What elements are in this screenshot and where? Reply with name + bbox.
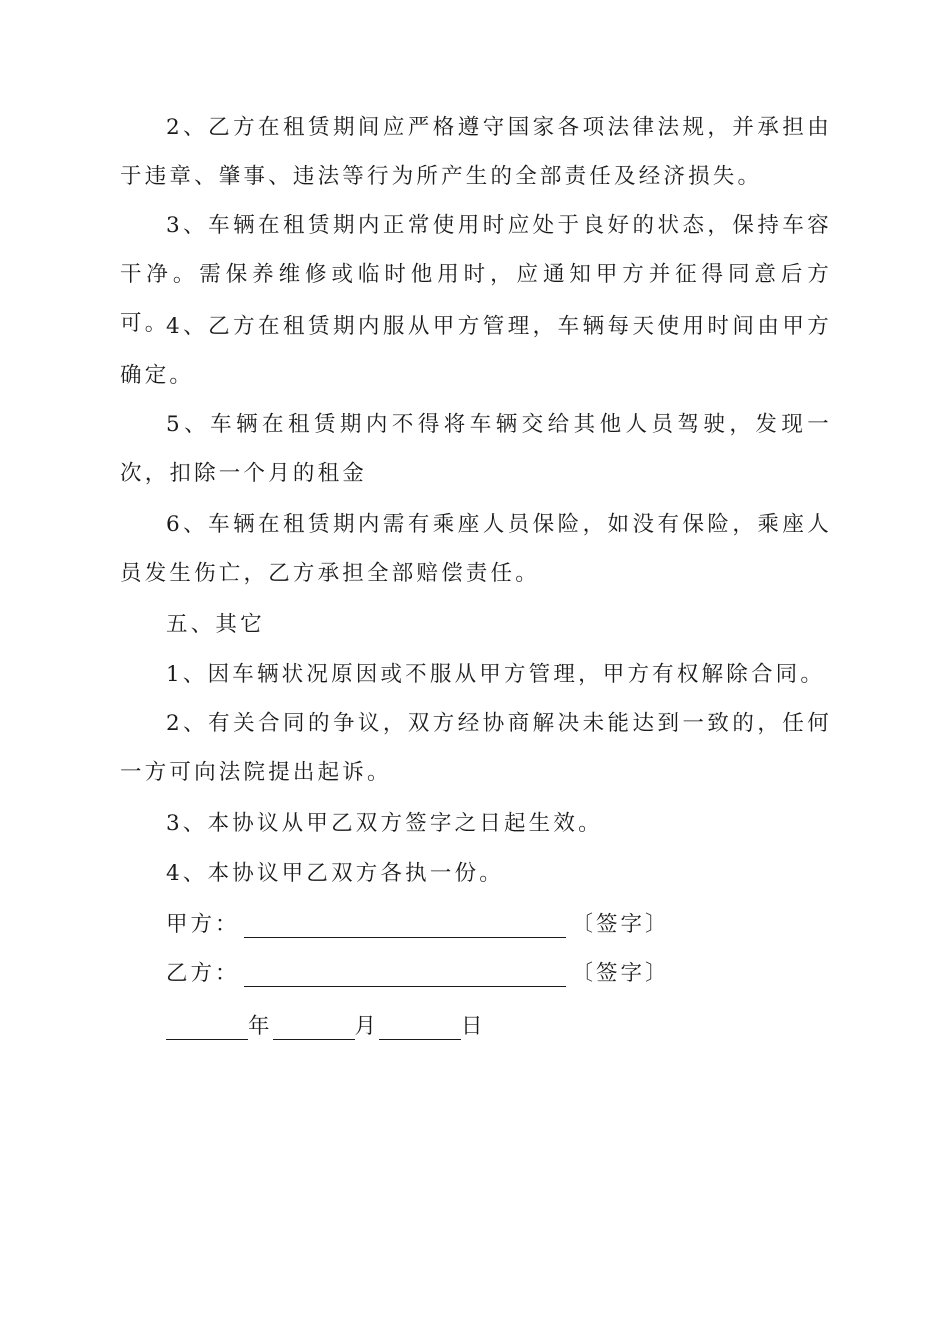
clause-4: 4、乙方在租赁期内服从甲方管理，车辆每天使用时间由甲方确定。: [120, 314, 832, 388]
year-label: 年: [248, 1014, 273, 1039]
other-item-3: 3、本协议从甲乙双方签字之日起生效。: [166, 811, 603, 836]
month-label: 月: [354, 1014, 380, 1039]
other-item-4: 4、本协议甲乙双方各执一份。: [166, 861, 504, 886]
party-b-sign-note: 〔签字〕: [571, 961, 670, 986]
year-blank[interactable]: [166, 1017, 248, 1040]
other-item-1: 1、因车辆状况原因或不服从甲方管理，甲方有权解除合同。: [166, 662, 826, 687]
party-a-signature-line[interactable]: [244, 915, 566, 938]
month-blank[interactable]: [273, 1017, 355, 1040]
clause-6: 6、车辆在租赁期内需有乘座人员保险，如没有保险，乘座人员发生伤亡，乙方承担全部赔偿责任。: [120, 512, 832, 586]
party-b-signature-row: [166, 957, 670, 987]
party-b-signature-line[interactable]: [244, 964, 566, 987]
clause-2: 2、乙方在租赁期间应严格遵守国家各项法律法规，并承担由于违章、肇事、违法等行为所产生的全部责任及经济损失。: [120, 115, 832, 189]
day-label: 日: [461, 1014, 486, 1039]
day-blank[interactable]: [379, 1017, 461, 1040]
party-a-sign-note: 〔签字〕: [571, 912, 670, 937]
section-heading-other: 五、其它: [166, 612, 265, 637]
other-item-2: 2、有关合同的争议，双方经协商解决未能达到一致的，任何一方可向法院提出起诉。: [120, 711, 832, 785]
party-b-label: 乙方：: [166, 961, 240, 986]
party-a-signature-row: [166, 908, 670, 938]
date-row: [166, 1010, 486, 1040]
clause-3: 3、车辆在租赁期内正常使用时应处于良好的状态，保持车容干净。需保养维修或临时他用时，应通知甲方并征得同意后方可。: [120, 213, 832, 336]
clause-5: 5、车辆在租赁期内不得将车辆交给其他人员驾驶，发现一次，扣除一个月的租金: [120, 412, 832, 486]
party-a-label: 甲方：: [166, 912, 240, 937]
